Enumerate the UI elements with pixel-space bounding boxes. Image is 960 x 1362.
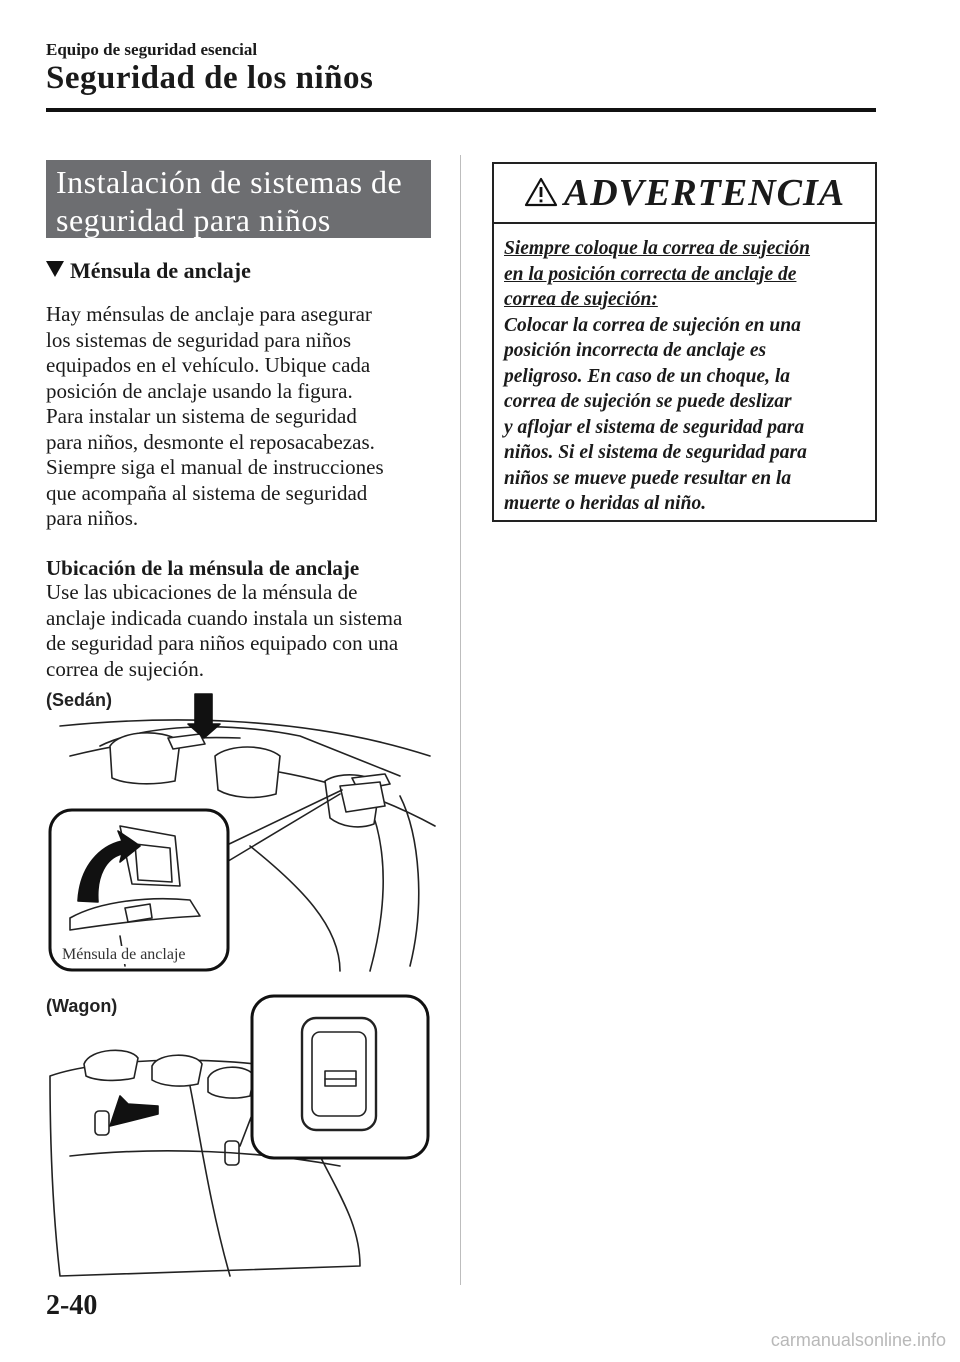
section-title-line-2: seguridad para niños <box>56 202 331 238</box>
page-number: 2-40 <box>46 1290 98 1321</box>
warning-underlined-line: en la posición correcta de anclaje de <box>504 263 797 285</box>
text-line: Use las ubicaciones de la ménsula de <box>46 580 358 604</box>
warning-text-line: y aflojar el sistema de seguridad para <box>504 416 805 438</box>
warning-text-line: posición incorrecta de anclaje es <box>504 340 767 361</box>
text-line: para niños, desmonte el reposacabezas. <box>46 429 375 454</box>
text-line: anclaje indicada cuando instala un sistema <box>46 605 403 630</box>
text-line: equipados en el vehículo. Ubique cada <box>46 353 371 377</box>
text-line: los sistemas de seguridad para niños <box>46 327 352 352</box>
paragraph-location <box>46 580 446 682</box>
text-line: correa de sujeción. <box>46 656 205 681</box>
warning-triangle-icon <box>524 177 558 207</box>
paragraph-intro <box>46 302 446 532</box>
text-line: para niños. <box>46 506 139 530</box>
text-line: Hay ménsulas de anclaje para asegurar <box>46 302 372 326</box>
header-divider <box>46 108 876 112</box>
watermark[interactable]: carmanualsonline.info <box>770 1330 946 1350</box>
warning-text-line: correa de sujeción se puede deslizar <box>504 391 792 412</box>
triangle-bullet-icon <box>46 261 64 277</box>
figure-label-sedan: (Sedán) <box>46 690 113 710</box>
section-title-line-1: Instalación de sistemas de <box>56 164 403 200</box>
text-line: de seguridad para niños equipado con una <box>46 631 399 655</box>
warning-underlined-line: correa de sujeción: <box>504 289 658 310</box>
subheading-text: Ménsula de anclaje <box>70 258 251 283</box>
warning-underlined-line: Siempre coloque la correa de sujeción <box>504 238 811 259</box>
warning-body <box>494 224 875 517</box>
header-section-label: Equipo de seguridad esencial <box>46 40 258 59</box>
warning-title: ADVERTENCIA <box>563 172 846 214</box>
subheading-location: Ubicación de la ménsula de anclaje <box>46 556 360 580</box>
seat-illustration <box>40 686 440 1286</box>
column-divider <box>460 155 461 1285</box>
text-line: Siempre siga el manual de instrucciones <box>46 455 384 479</box>
warning-text-line: Colocar la correa de sujeción en una <box>504 314 801 336</box>
anchor-bracket-figure <box>40 686 440 1286</box>
warning-text-line: muerte o heridas al niño. <box>504 493 707 514</box>
warning-text-line: niños. Si el sistema de seguridad para <box>504 442 807 463</box>
figure-caption-bracket: Ménsula de anclaje <box>62 946 186 963</box>
page-title: Seguridad de los niños <box>46 60 374 96</box>
subheading-anchor-bracket <box>46 258 251 284</box>
warning-text-line: niños se mueve puede resultar en la <box>504 467 792 489</box>
warning-header <box>494 164 875 224</box>
text-line: que acompaña al sistema de seguridad <box>46 480 368 505</box>
figure-label-wagon: (Wagon) <box>46 996 118 1016</box>
section-title-box <box>46 160 431 238</box>
text-line: posición de anclaje usando la figura. <box>46 378 353 403</box>
text-line: Para instalar un sistema de seguridad <box>46 404 357 428</box>
warning-text-line: peligroso. En caso de un choque, la <box>504 365 791 387</box>
warning-box <box>492 162 877 522</box>
